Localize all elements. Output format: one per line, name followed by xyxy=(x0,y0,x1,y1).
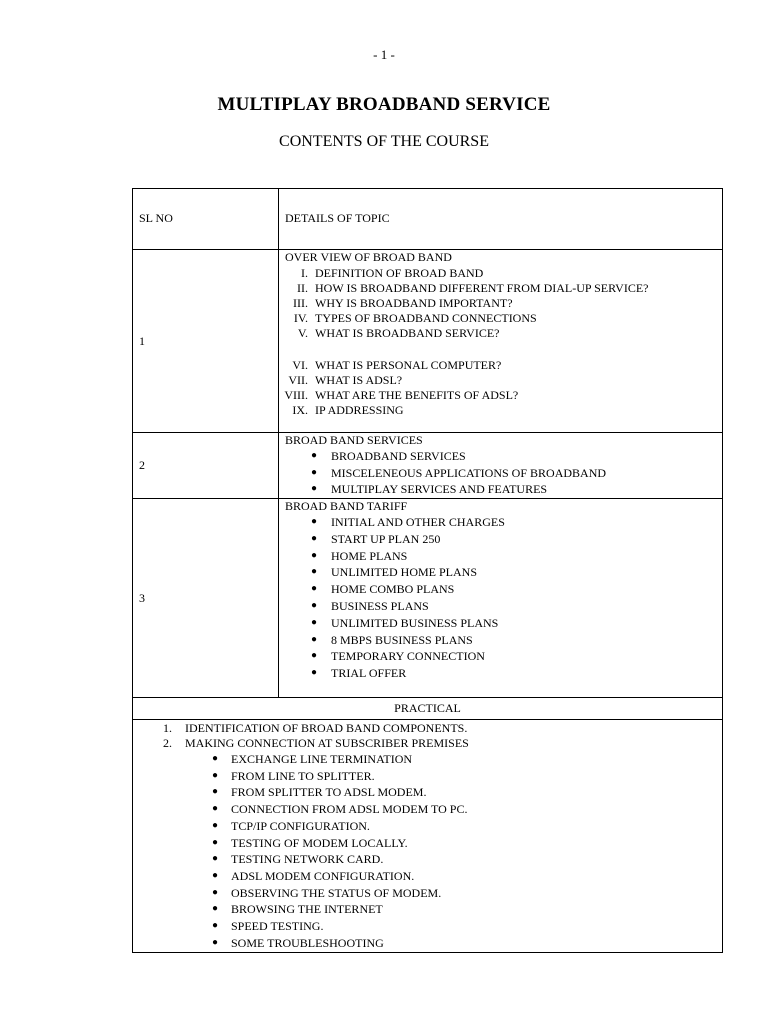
list-item: FROM SPLITTER TO ADSL MODEM. xyxy=(231,785,427,800)
bullet-icon: ● xyxy=(212,753,219,764)
list-item: IDENTIFICATION OF BROAD BAND COMPONENTS. xyxy=(185,721,468,735)
list-item: MAKING CONNECTION AT SUBSCRIBER PREMISES xyxy=(185,736,469,750)
list-item-number: 2. xyxy=(163,736,172,750)
list-item: BROWSING THE INTERNET xyxy=(231,902,383,917)
list-item: WHAT IS BROADBAND SERVICE? xyxy=(315,326,500,340)
list-item: WHAT IS PERSONAL COMPUTER? xyxy=(315,358,502,372)
row1-heading: OVER VIEW OF BROAD BAND xyxy=(285,250,452,264)
list-item: HOME PLANS xyxy=(331,548,408,563)
list-item: WHAT IS ADSL? xyxy=(315,373,403,387)
bullet-icon: ● xyxy=(212,836,219,848)
list-item: TCP/IP CONFIGURATION. xyxy=(231,818,370,833)
bullet-icon: ● xyxy=(212,886,219,898)
bullet-icon: ● xyxy=(311,633,318,645)
list-item: OBSERVING THE STATUS OF MODEM. xyxy=(231,885,442,900)
bullet-icon: ● xyxy=(212,853,219,865)
list-item: BUSINESS PLANS xyxy=(331,599,429,613)
bullet-icon: ● xyxy=(311,532,318,544)
list-item: TEMPORARY CONNECTION xyxy=(331,649,485,664)
bullet-icon: ● xyxy=(311,516,318,527)
list-item: ADSL MODEM CONFIGURATION. xyxy=(231,868,415,883)
document-title: MULTIPLAY BROADBAND SERVICE xyxy=(217,94,551,115)
list-item: SOME TROUBLESHOOTING xyxy=(231,935,384,950)
row3-heading: BROAD BAND TARIFF xyxy=(285,499,408,513)
bullet-icon: ● xyxy=(212,869,219,881)
row-divider xyxy=(132,498,723,499)
row2-heading: BROAD BAND SERVICES xyxy=(285,433,423,447)
bullet-icon: ● xyxy=(212,803,219,815)
bullet-icon: ● xyxy=(311,667,318,679)
list-item-number: VI. xyxy=(292,358,308,372)
list-item: HOW IS BROADBAND DIFFERENT FROM DIAL-UP SERVICE? xyxy=(315,281,649,295)
bullet-icon: ● xyxy=(212,903,219,915)
list-item: UNLIMITED HOME PLANS xyxy=(331,565,477,580)
list-item: MULTIPLAY SERVICES AND FEATURES xyxy=(331,482,548,496)
bullet-icon: ● xyxy=(311,616,318,628)
page-number: - 1 - xyxy=(373,47,395,62)
list-item: TESTING OF MODEM LOCALLY. xyxy=(231,835,408,850)
bullet-icon: ● xyxy=(212,920,219,931)
list-item-number: IX. xyxy=(292,403,308,417)
list-item: 8 MBPS BUSINESS PLANS xyxy=(331,632,473,647)
list-item: UNLIMITED BUSINESS PLANS xyxy=(331,615,499,630)
header-topic: DETAILS OF TOPIC xyxy=(285,211,390,225)
list-item: DEFINITION OF BROAD BAND xyxy=(315,266,484,280)
list-item-number: 1. xyxy=(163,721,172,735)
document-subtitle: CONTENTS OF THE COURSE xyxy=(279,133,489,150)
row-divider xyxy=(132,432,723,433)
bullet-icon: ● xyxy=(311,466,318,478)
bullet-icon: ● xyxy=(311,483,318,494)
bullet-icon: ● xyxy=(311,600,318,611)
list-item: START UP PLAN 250 xyxy=(331,531,441,546)
list-item: TYPES OF BROADBAND CONNECTIONS xyxy=(315,311,537,325)
list-item: IP ADDRESSING xyxy=(315,403,404,417)
bullet-icon: ● xyxy=(311,583,318,595)
list-item: EXCHANGE LINE TERMINATION xyxy=(231,752,413,766)
list-item-number: I. xyxy=(301,266,308,280)
list-item-number: VII. xyxy=(288,373,308,387)
list-item: FROM LINE TO SPLITTER. xyxy=(231,768,375,783)
list-item-number: V. xyxy=(297,326,308,340)
bullet-icon: ● xyxy=(311,650,318,662)
list-item: WHAT ARE THE BENEFITS OF ADSL? xyxy=(315,388,519,402)
row1-slno: 1 xyxy=(139,334,145,348)
bullet-icon: ● xyxy=(311,549,318,561)
list-item-number: VIII. xyxy=(284,388,308,402)
bullet-icon: ● xyxy=(311,566,318,578)
list-item-number: III. xyxy=(293,296,308,310)
row-divider xyxy=(132,697,723,698)
list-item: TRIAL OFFER xyxy=(331,666,407,681)
bullet-icon: ● xyxy=(212,819,219,831)
list-item: SPEED TESTING. xyxy=(231,919,324,933)
bullet-icon: ● xyxy=(212,769,219,781)
bullet-icon: ● xyxy=(311,450,318,461)
header-slno: SL NO xyxy=(139,211,173,225)
bullet-icon: ● xyxy=(212,936,219,948)
practical-heading: PRACTICAL xyxy=(394,701,461,715)
list-item-number: IV. xyxy=(293,311,308,325)
list-item: HOME COMBO PLANS xyxy=(331,582,455,597)
row3-slno: 3 xyxy=(139,591,145,605)
list-item: INITIAL AND OTHER CHARGES xyxy=(331,515,505,529)
bullet-icon: ● xyxy=(212,786,219,798)
list-item: TESTING NETWORK CARD. xyxy=(231,852,384,867)
list-item: MISCELENEOUS APPLICATIONS OF BROADBAND xyxy=(331,465,607,480)
list-item-number: II. xyxy=(297,281,308,295)
list-item: CONNECTION FROM ADSL MODEM TO PC. xyxy=(231,802,468,817)
list-item: BROADBAND SERVICES xyxy=(331,449,466,463)
row2-slno: 2 xyxy=(139,458,145,472)
list-item: WHY IS BROADBAND IMPORTANT? xyxy=(315,296,513,310)
